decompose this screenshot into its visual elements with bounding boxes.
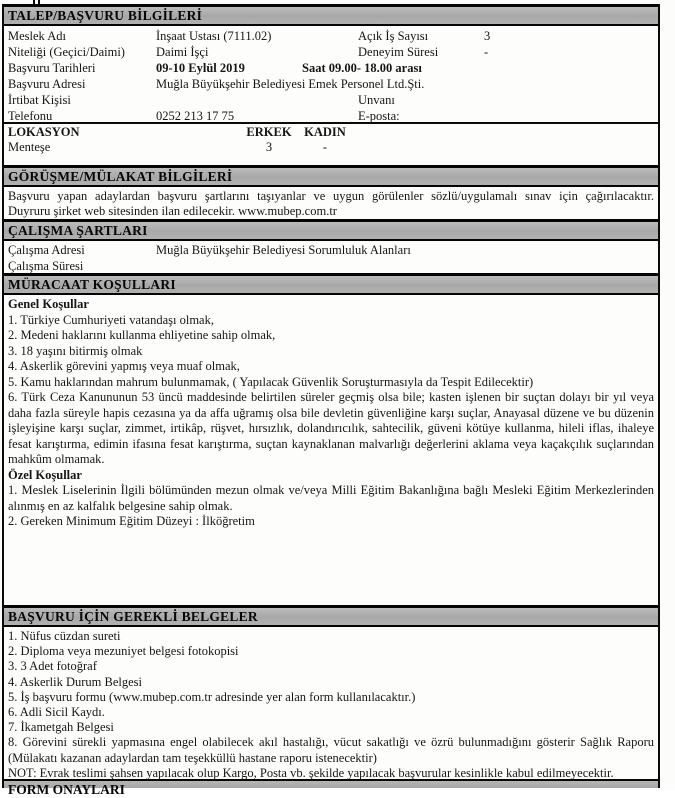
lokasyon-table (4, 122, 658, 165)
field-label: Açık İş Sayısı (358, 29, 429, 43)
belge-item: 7. İkametgah Belgesi (8, 720, 114, 735)
ozel-item: 2. Gereken Minimum Eğitim Düzeyi : İlköğretim (8, 514, 255, 528)
field-value (156, 60, 658, 76)
field-label: Başvuru Tarihleri (8, 61, 96, 75)
genel-item: 4. Askerlik görevini yapmış veya muaf olmak, (8, 359, 240, 373)
field-label: Çalışma Süresi (8, 259, 84, 273)
field-label: E-posta: (358, 109, 400, 123)
field-label: Niteliği (Geçici/Daimi) (8, 45, 125, 59)
gorusme-text (4, 187, 658, 219)
field-value: 0252 213 17 75 (156, 109, 235, 123)
field-value: Daimi İşçi (156, 45, 209, 59)
field-value: Muğla Büyükşehir Belediyesi Sorumluluk Alanları (156, 243, 411, 257)
section-header-muracaat: MÜRACAAT KOŞULLARI (4, 273, 658, 295)
genel-item: 5. Kamu haklarından mahrum bulunmamak, ( Yapılacak Güvenlik Soruşturmasıyla da Tespit Edilecektir) (8, 374, 534, 389)
calisma-fields (4, 241, 658, 273)
field-row-meslek-adi (4, 28, 658, 44)
belge-item: 1. Nüfus cüzdan sureti (8, 629, 121, 643)
belgeler-body (4, 627, 658, 779)
erkek-count: 3 (265, 140, 273, 154)
location-name: Menteşe (8, 140, 51, 154)
genel-item: 3. 18 yaşını bitirmiş olmak (8, 343, 143, 358)
belge-item: 6. Adli Sicil Kaydı. (8, 705, 105, 720)
belge-item: 8. Görevini sürekli yapmasına engel olabilecek akıl hastalığı, vücut sakatlığı ve özrü bulunmadığını gösterir Sağlık Raporu (Mülakatı kazanan adaylardan tam teşekküllü hastane raporu istenecektir) (8, 735, 654, 765)
belge-item: 3. 3 Adet fotoğraf (8, 659, 97, 674)
document-table (2, 4, 660, 797)
field-value (484, 92, 658, 108)
section-header-talep: TALEP/BAŞVURU BİLGİLERİ (4, 4, 658, 26)
field-row-niteligi (4, 44, 658, 60)
lokasyon-title: LOKASYON (8, 125, 80, 139)
date-range: 09-10 Eylül 2019 (156, 61, 245, 75)
section-header-belgeler: BAŞVURU İÇİN GEREKLİ BELGELER (4, 605, 658, 627)
genel-item: 2. Medeni haklarını kullanma ehliyetine sahip olmak, (8, 328, 276, 342)
field-value (484, 108, 658, 124)
field-row-calisma-suresi (4, 258, 658, 274)
field-label: Unvanı (358, 93, 395, 107)
field-value: Muğla Büyükşehir Belediyesi Emek Personel Ltd.Şti. (156, 77, 425, 91)
muracaat-body (4, 295, 658, 605)
field-value: 3 (484, 29, 491, 43)
field-row-basvuru-adresi (4, 76, 658, 92)
talep-fields (4, 26, 658, 122)
lokasyon-header-row (8, 125, 658, 140)
field-value (156, 258, 658, 274)
field-label: İrtibat Kişisi (8, 93, 71, 107)
field-row-basvuru-tarihleri (4, 60, 658, 76)
field-value (156, 92, 358, 108)
section-header-gorusme: GÖRÜŞME/MÜLAKAT BİLGİLERİ (4, 165, 658, 187)
belge-item: 4. Askerlik Durum Belgesi (8, 674, 143, 689)
field-label: Telefonu (8, 109, 53, 123)
belge-item: 5. İş başvuru formu (www.mubep.com.tr adresinde yer alan form kullanılacaktır.) (8, 689, 416, 704)
genel-item: 6. Türk Ceza Kanununun 53 üncü maddesinde belirtilen süreler geçmiş olsa bile; kasten işlenen bir suçtan dolayı bir yıl veya daha fazla süreyle hapis cezasına ya da affa uğramış olsa bile devletin güvenliğine karşı suçlar, Anayasal düzene ve bu düzenin işleyişine karşı suçlar, zimmet, irtikâp, rüşvet, hırsızlık, dolandırıcılık, sahtecilik, güveni kötüye kullanma, hileli iflas, ihaleye fesat karıştırma, edimin ifasına fesat karıştırma, suçtan kaynaklanan malvarlığı değerlerini aklama veya kaçakçılık suçlarından mahkûm olmamak. (8, 390, 654, 466)
lokasyon-data-row (8, 140, 658, 155)
kadin-count: - (322, 140, 328, 154)
field-label: Meslek Adı (8, 29, 66, 43)
genel-kosullar-title: Genel Koşullar (8, 297, 89, 311)
belge-item: 2. Diploma veya mezuniyet belgesi fotokopisi (8, 644, 239, 659)
belgeler-note: NOT: Evrak teslimi şahsen yapılacak olup Kargo, Posta vb. şekilde yapılacak başvurular kesinlikle kabul edilmeyecektir. (8, 765, 614, 780)
field-row-calisma-adresi (4, 242, 658, 258)
field-value: İnşaat Ustası (7111.02) (156, 29, 272, 43)
field-row-irtibat-kisisi (4, 92, 658, 108)
partial-section-header: FORM ONAYLARI (4, 779, 658, 788)
column-header-erkek: ERKEK (246, 125, 292, 139)
field-value: - (484, 45, 489, 59)
field-row-telefonu (4, 108, 658, 124)
genel-item: 1. Türkiye Cumhuriyeti vatandaşı olmak, (8, 312, 214, 327)
field-label: Başvuru Adresi (8, 77, 86, 91)
column-header-kadin: KADIN (304, 125, 346, 139)
gorusme-line-2: Duyruru şirket web sitesinden ilan edilecekir. www.mubep.com.tr (8, 204, 337, 218)
section-header-calisma: ÇALIŞMA ŞARTLARI (4, 219, 658, 241)
ozel-item: 1. Meslek Liselerinin İlgili bölümünden mezun olmak ve/veya Milli Eğitim Bakanlığına bağlı Mesleki Eğitim Merkezlerinden alınmış en az kalfalık belgesine sahip olmak. (8, 483, 654, 513)
field-label: Deneyim Süresi (358, 45, 439, 59)
gorusme-line-1: Başvuru yapan adaylardan başvuru şartlarını taşıyanlar ve uygun görülenler sözlü/uygulamalı sınav için çağırılacaktır. (8, 189, 654, 203)
time-range: Saat 09.00- 18.00 arası (302, 61, 422, 75)
ozel-kosullar-title: Özel Koşullar (8, 467, 82, 482)
field-label: Çalışma Adresi (8, 243, 85, 257)
